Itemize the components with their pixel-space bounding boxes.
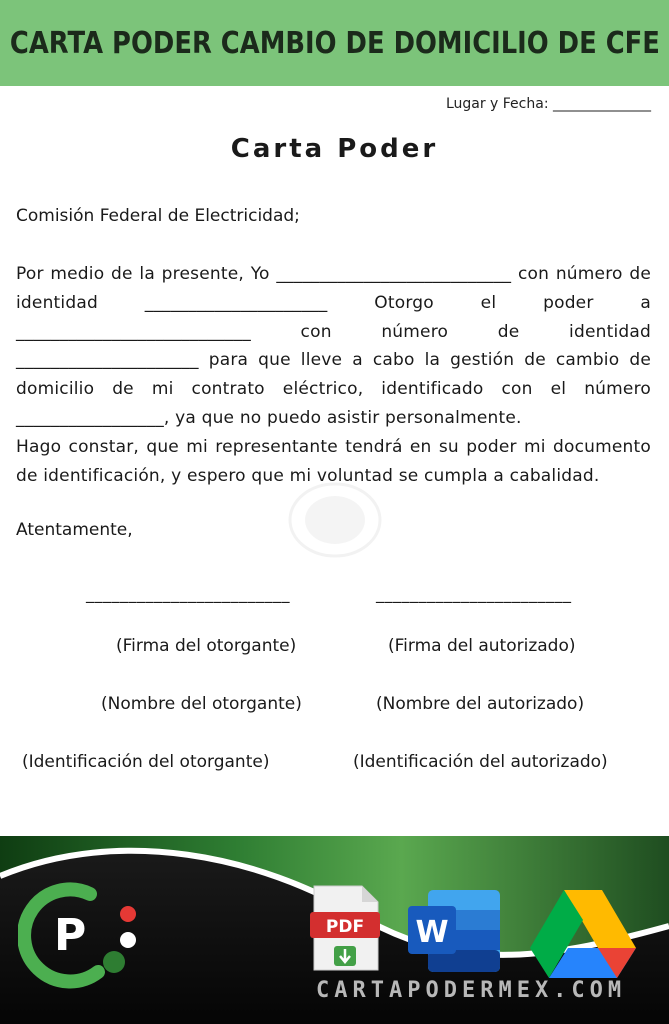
- signature-grantor-label: (Firma del otorgante): [116, 636, 297, 656]
- id-authorized-label: (Identificación del autorizado): [353, 752, 608, 772]
- name-grantor-label: (Nombre del otorgante): [101, 694, 302, 714]
- signature-line-authorized: _______________________: [376, 584, 572, 603]
- document-title: Carta Poder: [230, 134, 439, 164]
- page-title: CARTA PODER CAMBIO DE DOMICILIO DE CFE: [9, 25, 660, 61]
- id-grantor-label: (Identificación del otorgante): [22, 752, 270, 772]
- addressee: Comisión Federal de Electricidad;: [16, 206, 300, 226]
- word-letter: W: [415, 915, 449, 950]
- word-document-icon: [406, 888, 502, 974]
- name-authorized-label: (Nombre del autorizado): [376, 694, 585, 714]
- closing: Atentamente,: [16, 520, 133, 540]
- letter-body: [16, 260, 651, 490]
- cartapodermex-logo-icon: [18, 880, 148, 990]
- mexico-seal-watermark-icon: [285, 480, 385, 560]
- body-paragraph-2: Hago constar, que mi representante tendrá en su poder mi documento de identificación, y espero que mi voluntad se cumpla a cabalidad.: [16, 436, 651, 486]
- website-url: CARTAPODERMEX.COM: [316, 978, 627, 1003]
- footer-banner: [0, 836, 669, 1024]
- header-banner: [0, 0, 669, 86]
- pdf-file-icon: [308, 884, 384, 974]
- place-date-field: Lugar y Fecha: ______________: [445, 96, 651, 112]
- signature-authorized-label: (Firma del autorizado): [388, 636, 576, 656]
- google-drive-icon: [528, 888, 638, 980]
- signature-line-grantor: ________________________: [86, 584, 290, 603]
- pdf-label: PDF: [325, 917, 365, 937]
- body-paragraph-1: Por medio de la presente, Yo ___________________________ con número de identidad _____________________ Otorgo el poder a ___________________________ con número de identidad _____________________ para que lleve a cabo la gestión de cambio de domicilio de mi contrato eléctrico, identificado con el número _________________, ya que no puedo asistir personalmente.: [16, 264, 651, 428]
- logo-letter: P: [54, 910, 87, 961]
